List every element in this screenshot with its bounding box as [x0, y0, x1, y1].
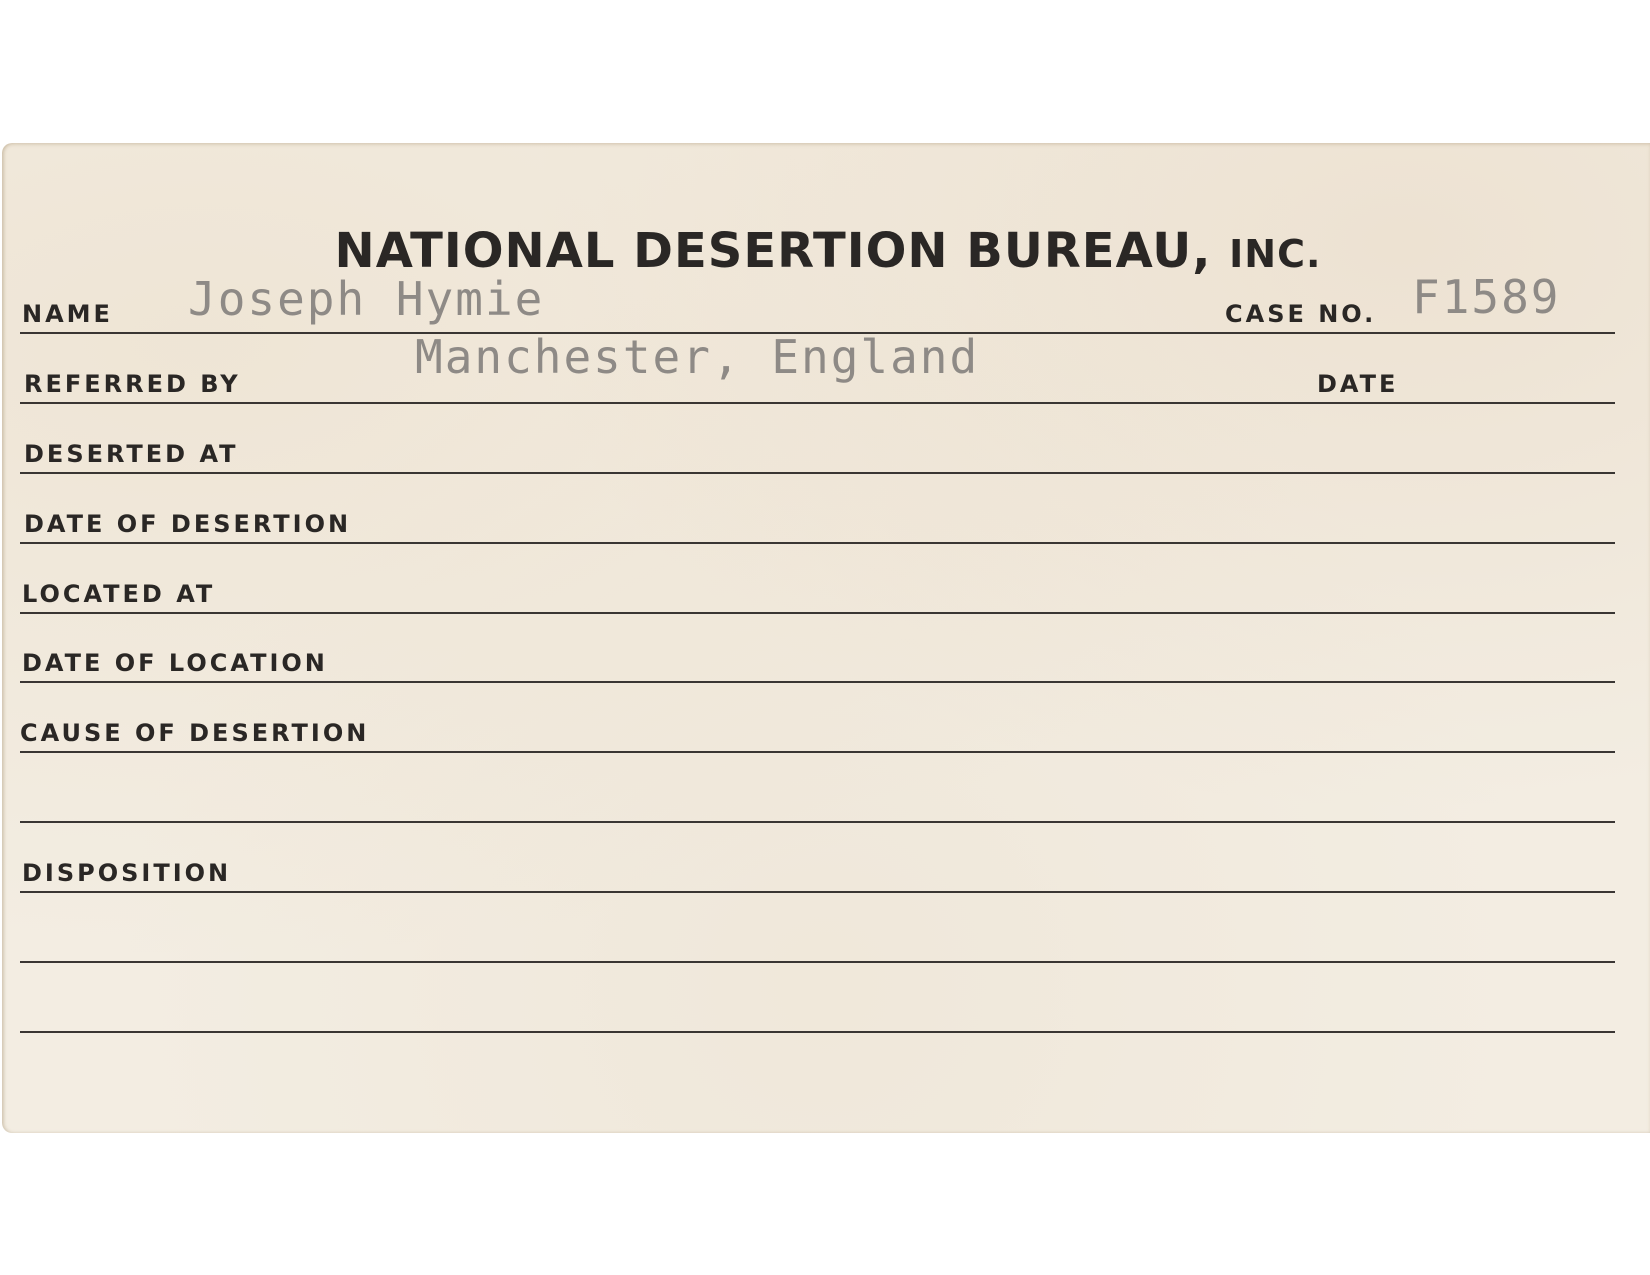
cause-of-desertion-label: CAUSE OF DESERTION [20, 719, 370, 747]
deserted-at-row [20, 402, 1615, 474]
located-at-row [20, 542, 1615, 614]
name-label: NAME [22, 300, 113, 328]
disposition-continuation-line-1 [20, 891, 1615, 963]
card-title-suffix: INC. [1229, 232, 1322, 276]
disposition-row [20, 821, 1615, 893]
case-no-value: F1589 [1412, 270, 1561, 324]
disposition-continuation-line-2 [20, 961, 1615, 1033]
disposition-label: DISPOSITION [22, 859, 232, 887]
located-at-label: LOCATED AT [22, 580, 216, 608]
date-of-desertion-row [20, 472, 1615, 544]
date-of-location-row [20, 612, 1615, 683]
deserted-at-label: DESERTED AT [24, 440, 239, 468]
referred-by-value: Manchester, England [415, 330, 980, 384]
date-of-location-label: DATE OF LOCATION [22, 649, 328, 677]
case-no-label: CASE NO. [1225, 300, 1377, 328]
referred-by-row [20, 332, 1615, 404]
name-row [20, 253, 1615, 334]
name-value: Joseph Hymie [188, 272, 545, 326]
date-label: DATE [1317, 370, 1399, 398]
cause-continuation-line [20, 751, 1615, 823]
index-card [2, 143, 1650, 1133]
date-of-desertion-label: DATE OF DESERTION [24, 510, 352, 538]
card-title-main: NATIONAL DESERTION BUREAU, [334, 223, 1212, 279]
referred-by-label: REFERRED BY [24, 370, 241, 398]
cause-of-desertion-row [20, 681, 1615, 753]
